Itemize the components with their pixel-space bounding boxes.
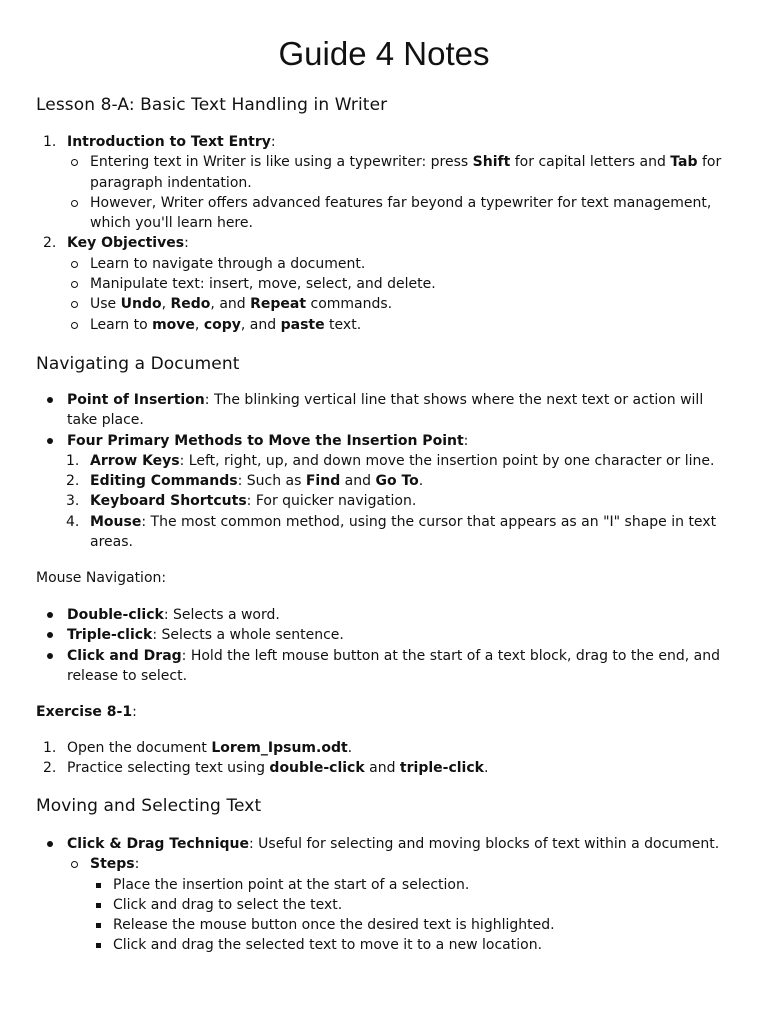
square-bullet-icon [96,883,101,888]
list-item: Triple-click: Selects a whole sentence. [36,625,736,645]
list-item: Point of Insertion: The blinking vertical line that shows where the next text or action will take place. [36,390,736,431]
list-item: Click and Drag: Hold the left mouse button at the start of a text block, drag to the end, and release to select. [36,646,736,687]
navigating-list [36,390,736,552]
list-item: Steps: [36,854,736,874]
disc-bullet-icon [47,632,53,638]
list-item: 1. Arrow Keys: Left, right, up, and down move the insertion point by one character or line. [66,452,715,469]
circle-bullet-icon [71,159,78,166]
disc-bullet-icon [47,841,53,847]
page-title: Guide 4 Notes [278,35,490,72]
list-item: Use Undo, Redo, and Repeat commands. [36,294,736,314]
list-item: 1. Open the document Lorem_Ipsum.odt. [43,740,353,756]
list-item: 2. Practice selecting text using double-click and triple-click. [43,760,489,777]
list-item: Manipulate text: insert, move, select, and delete. [36,274,736,294]
list-item: Four Primary Methods to Move the Insertion Point: [36,431,736,451]
list-item: 3. Keyboard Shortcuts: For quicker navigation. [66,493,417,510]
list-item: 4. Mouse: The most common method, using the cursor that appears as an "I" shape in text areas. [66,513,717,551]
square-bullet-icon [96,903,101,908]
circle-bullet-icon [71,861,78,868]
lesson-heading: Lesson 8-A: Basic Text Handling in Writer [36,95,388,115]
disc-bullet-icon [47,438,53,444]
list-item: Release the mouse button once the desired text is highlighted. [36,915,736,935]
square-bullet-icon [96,923,101,928]
disc-bullet-icon [47,397,53,403]
circle-bullet-icon [71,261,78,268]
list-item: Entering text in Writer is like using a typewriter: press Shift for capital letters and Tab for paragraph indentation. [36,152,736,193]
circle-bullet-icon [71,301,78,308]
circle-bullet-icon [71,281,78,288]
moving-heading: Moving and Selecting Text [36,796,262,816]
exercise-list [36,738,736,779]
navigating-heading: Navigating a Document [36,354,240,374]
moving-list [36,834,736,956]
list-item: 2. Editing Commands: Such as Find and Go To. [66,473,424,490]
list-item: Click and drag to select the text. [36,895,736,915]
lesson-list [36,132,736,335]
list-item: 1. Introduction to Text Entry: [43,134,276,150]
list-item: Learn to navigate through a document. [36,254,736,274]
list-item: Click & Drag Technique: Useful for selecting and moving blocks of text within a document. [36,834,736,854]
circle-bullet-icon [71,200,78,207]
list-item: Double-click: Selects a word. [36,605,736,625]
exercise-label: Exercise 8-1: [36,704,137,720]
list-item: Learn to move, copy, and paste text. [36,315,736,335]
mouse-navigation-label: Mouse Navigation: [36,570,167,586]
list-item: However, Writer offers advanced features far beyond a typewriter for text management, which you'll learn here. [36,193,736,234]
circle-bullet-icon [71,322,78,329]
list-item: Click and drag the selected text to move it to a new location. [36,935,736,955]
disc-bullet-icon [47,612,53,618]
disc-bullet-icon [47,653,53,659]
list-item: 2. Key Objectives: [43,235,189,252]
mouse-navigation-list [36,605,736,686]
square-bullet-icon [96,943,101,948]
list-item: Place the insertion point at the start of a selection. [36,875,736,895]
